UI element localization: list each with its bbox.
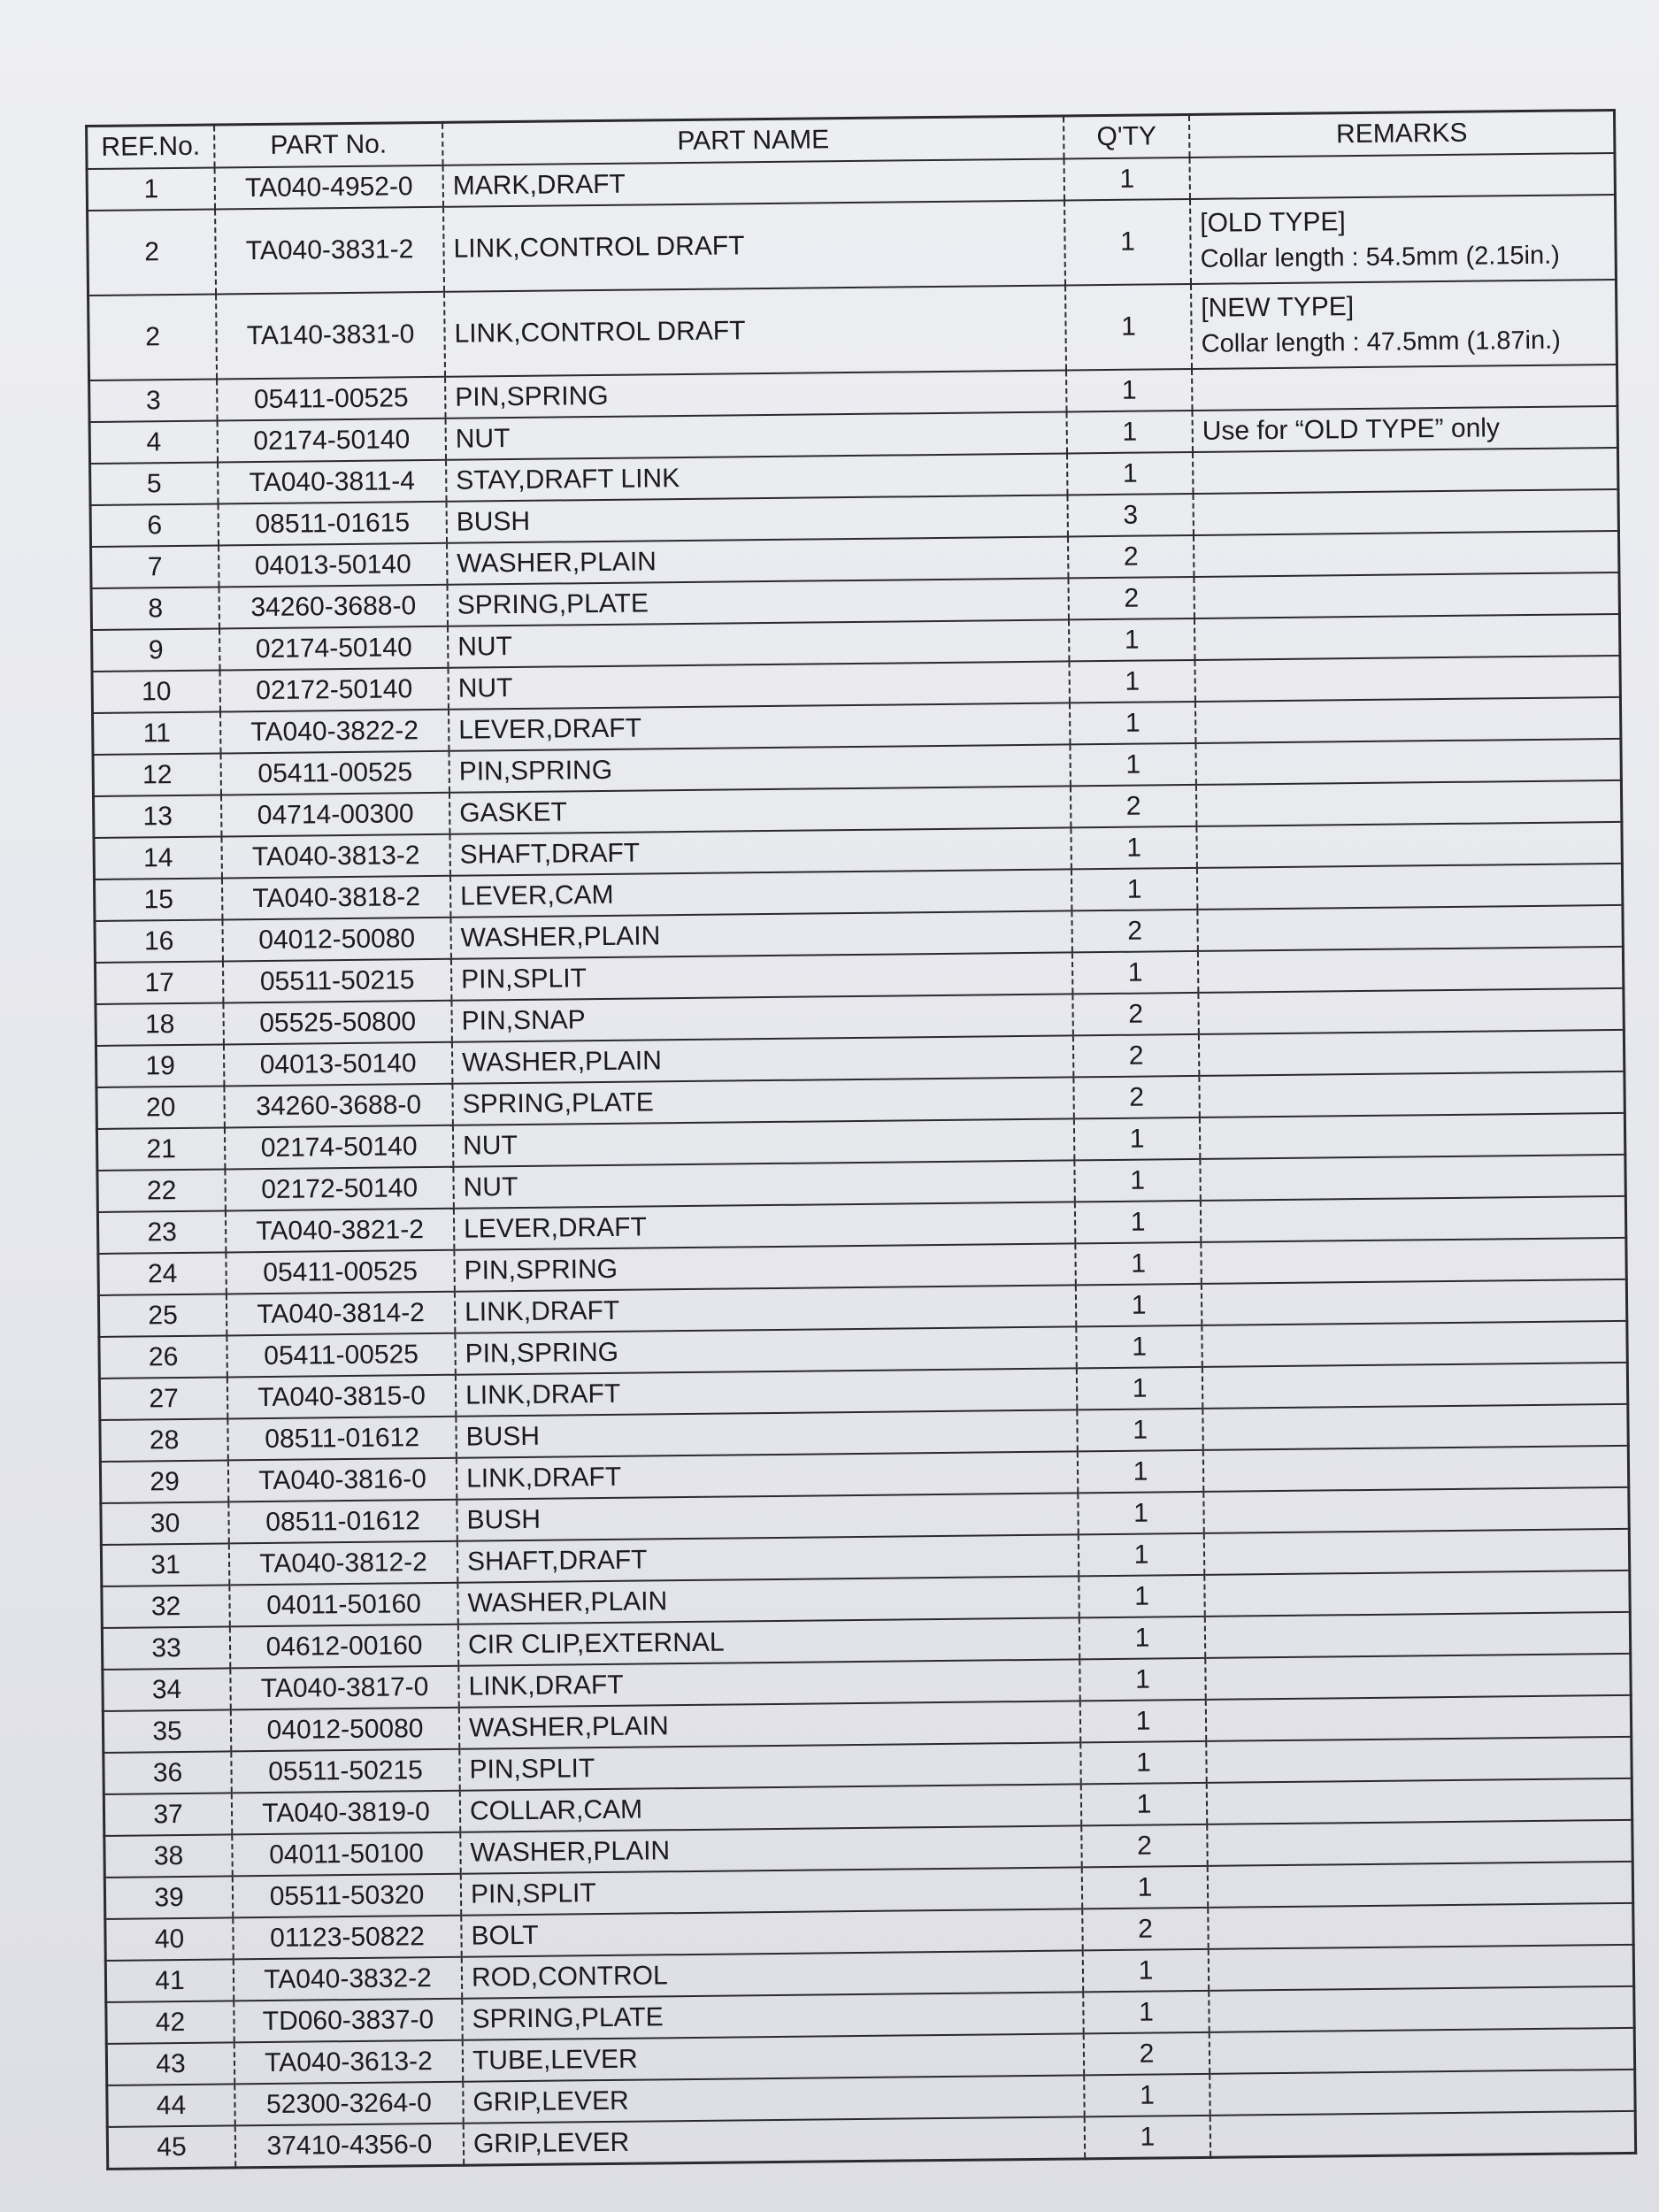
part-name-cell: PIN,SPRING — [455, 1326, 1076, 1374]
ref-no-cell: 23 — [97, 1210, 226, 1254]
part-name-cell: PIN,SPLIT — [451, 952, 1072, 1000]
part-no-cell: 02172-50140 — [220, 668, 449, 712]
part-name-cell: LINK,CONTROL DRAFT — [443, 200, 1065, 291]
part-no-cell: TA040-3811-4 — [218, 460, 446, 504]
part-no-cell: 05411-00525 — [226, 1250, 454, 1294]
part-no-cell: TA040-3821-2 — [226, 1209, 454, 1253]
part-name-cell: CIR CLIP,EXTERNAL — [458, 1617, 1079, 1665]
part-name-cell: PIN,SPLIT — [459, 1742, 1080, 1790]
qty-cell: 1 — [1071, 826, 1196, 869]
remarks-cell — [1202, 1363, 1628, 1409]
header-part-no: PART No. — [214, 122, 442, 167]
ref-no-cell: 24 — [98, 1252, 227, 1295]
qty-cell: 1 — [1079, 1658, 1205, 1701]
table-row — [88, 195, 1617, 296]
ref-no-cell: 37 — [104, 1793, 232, 1836]
part-name-cell: GRIP,LEVER — [464, 2116, 1085, 2165]
qty-cell: 1 — [1070, 702, 1195, 744]
remarks-cell — [1195, 739, 1621, 785]
ref-no-cell: 22 — [97, 1169, 226, 1212]
part-name-cell: LINK,CONTROL DRAFT — [444, 285, 1066, 376]
ref-no-cell: 13 — [93, 795, 221, 838]
remarks-cell — [1206, 1695, 1632, 1741]
part-name-cell: LINK,DRAFT — [455, 1285, 1076, 1333]
ref-no-cell: 43 — [106, 2042, 234, 2085]
part-no-cell: 04012-50080 — [231, 1708, 459, 1752]
part-name-cell: SPRING,PLATE — [448, 578, 1069, 626]
remarks-cell — [1202, 1404, 1628, 1450]
ref-no-cell: 6 — [90, 504, 219, 548]
ref-no-cell: 12 — [93, 753, 221, 796]
remarks-cell — [1194, 531, 1619, 577]
qty-cell: 1 — [1079, 1617, 1205, 1659]
part-no-cell: 04612-00160 — [230, 1624, 458, 1669]
part-no-cell: TA040-3812-2 — [229, 1541, 457, 1586]
remarks-cell — [1193, 448, 1618, 494]
ref-no-cell: 16 — [95, 919, 223, 963]
remarks-cell — [1198, 947, 1624, 993]
part-no-cell: 08511-01615 — [219, 502, 447, 546]
qty-cell: 2 — [1068, 535, 1194, 578]
part-name-cell: GASKET — [449, 786, 1071, 833]
qty-cell: 1 — [1070, 743, 1195, 786]
part-name-cell: BUSH — [447, 495, 1068, 542]
remarks-cell — [1204, 1571, 1630, 1617]
qty-cell: 1 — [1080, 1700, 1206, 1742]
ref-no-cell: 45 — [107, 2125, 235, 2169]
remarks-cell — [1196, 822, 1622, 868]
part-no-cell: 04714-00300 — [221, 793, 449, 837]
remarks-cell — [1210, 2070, 1635, 2116]
part-no-cell: 04012-50080 — [222, 918, 450, 962]
remarks-cell — [1210, 2028, 1635, 2074]
qty-cell: 2 — [1084, 2032, 1210, 2075]
remark-detail-line: Collar length : 47.5mm (1.87in.) — [1201, 326, 1562, 358]
remarks-cell — [1208, 1862, 1633, 1908]
ref-no-cell: 20 — [96, 1086, 225, 1129]
remark-line: [OLD TYPE] — [1200, 207, 1346, 238]
part-name-cell: BOLT — [461, 1909, 1082, 1956]
remarks-cell — [1209, 1945, 1634, 1991]
ref-no-cell: 14 — [94, 836, 222, 879]
part-no-cell: 34260-3688-0 — [224, 1084, 452, 1128]
part-no-cell: TA040-3817-0 — [230, 1666, 458, 1710]
part-name-cell: WASHER,PLAIN — [459, 1701, 1080, 1748]
ref-no-cell: 15 — [94, 878, 222, 921]
ref-no-cell: 3 — [89, 380, 218, 423]
part-no-cell: 02174-50140 — [225, 1125, 453, 1170]
parts-list-sheet — [85, 109, 1637, 2177]
part-no-cell: 05411-00525 — [227, 1333, 455, 1378]
ref-no-cell: 33 — [102, 1626, 230, 1670]
qty-cell: 1 — [1083, 1991, 1209, 2033]
ref-no-cell: 29 — [100, 1460, 228, 1503]
part-name-cell: WASHER,PLAIN — [450, 910, 1071, 958]
header-qty: Q'TY — [1064, 114, 1190, 158]
qty-cell: 1 — [1072, 951, 1198, 994]
part-name-cell: PIN,SPLIT — [461, 1867, 1082, 1915]
parts-table-body — [87, 153, 1636, 2169]
remarks-cell — [1193, 489, 1618, 535]
ref-no-cell: 30 — [101, 1502, 229, 1545]
remarks-cell — [1192, 365, 1617, 411]
ref-no-cell: 38 — [104, 1834, 233, 1878]
ref-no-cell: 11 — [93, 711, 221, 755]
remarks-cell — [1209, 1986, 1634, 2032]
part-no-cell: 04013-50140 — [224, 1042, 452, 1087]
part-name-cell: WASHER,PLAIN — [460, 1825, 1081, 1873]
part-no-cell: 37410-4356-0 — [235, 2124, 464, 2168]
ref-no-cell: 25 — [98, 1294, 227, 1337]
part-no-cell: 08511-01612 — [227, 1417, 456, 1461]
part-name-cell: LEVER,DRAFT — [449, 703, 1070, 750]
part-name-cell: NUT — [448, 661, 1069, 709]
header-remarks: REMARKS — [1189, 110, 1615, 157]
qty-cell: 3 — [1067, 494, 1193, 536]
qty-cell: 1 — [1081, 1783, 1207, 1825]
ref-no-cell: 2 — [88, 210, 216, 296]
ref-no-cell: 9 — [92, 628, 220, 672]
remarks-cell — [1200, 1113, 1625, 1159]
qty-cell: 1 — [1077, 1367, 1202, 1409]
part-name-cell: LINK,DRAFT — [456, 1368, 1077, 1416]
part-name-cell: NUT — [453, 1118, 1074, 1166]
remarks-cell — [1197, 864, 1623, 910]
qty-cell: 1 — [1067, 452, 1193, 495]
part-no-cell: TA040-3822-2 — [220, 710, 449, 754]
qty-cell: 1 — [1078, 1492, 1203, 1534]
part-no-cell: 02174-50140 — [219, 626, 448, 671]
qty-cell: 2 — [1071, 785, 1196, 827]
part-name-cell: PIN,SNAP — [451, 994, 1072, 1041]
qty-cell: 1 — [1064, 157, 1190, 200]
part-no-cell: 04011-50100 — [232, 1832, 460, 1877]
remarks-cell — [1194, 656, 1620, 702]
remarks-cell — [1190, 195, 1616, 284]
qty-cell: 1 — [1085, 2116, 1210, 2159]
remark-line: [NEW TYPE] — [1201, 292, 1355, 323]
part-name-cell: WASHER,PLAIN — [457, 1576, 1079, 1624]
qty-cell: 2 — [1082, 1908, 1208, 1950]
part-no-cell: 05511-50215 — [231, 1749, 459, 1793]
part-no-cell: TA040-3819-0 — [232, 1791, 460, 1835]
remarks-cell — [1192, 406, 1617, 452]
qty-cell: 1 — [1080, 1741, 1206, 1784]
remarks-cell — [1194, 614, 1620, 660]
remarks-cell — [1198, 988, 1624, 1034]
remarks-cell — [1210, 2111, 1636, 2158]
qty-cell: 1 — [1074, 1159, 1200, 1202]
qty-cell: 1 — [1069, 660, 1194, 703]
part-name-cell: STAY,DRAFT LINK — [446, 453, 1067, 501]
remark-line: Use for “OLD TYPE” only — [1202, 412, 1501, 446]
remarks-cell — [1190, 153, 1616, 199]
remarks-cell — [1191, 280, 1617, 369]
remarks-cell — [1200, 1155, 1625, 1201]
part-name-cell: PIN,SPRING — [449, 744, 1070, 792]
header-ref-no: REF.No. — [87, 125, 215, 169]
ref-no-cell: 44 — [107, 2084, 235, 2127]
remark-detail-line: Collar length : 54.5mm (2.15in.) — [1200, 241, 1561, 273]
ref-no-cell: 19 — [96, 1044, 224, 1087]
part-no-cell: TA040-3832-2 — [234, 1957, 462, 2001]
qty-cell: 1 — [1084, 2074, 1210, 2116]
qty-cell: 1 — [1076, 1284, 1202, 1326]
qty-cell: 1 — [1079, 1533, 1204, 1576]
ref-no-cell: 2 — [88, 295, 217, 381]
qty-cell: 1 — [1069, 618, 1194, 661]
part-name-cell: ROD,CONTROL — [462, 1950, 1083, 1998]
part-no-cell: 04013-50140 — [219, 543, 447, 588]
part-no-cell: TA040-3816-0 — [228, 1458, 457, 1502]
qty-cell: 1 — [1064, 199, 1191, 285]
part-no-cell: TD060-3837-0 — [234, 1999, 462, 2043]
ref-no-cell: 35 — [103, 1709, 231, 1753]
remarks-cell — [1205, 1612, 1631, 1658]
part-no-cell: TA040-3815-0 — [227, 1375, 456, 1419]
remarks-cell — [1202, 1321, 1627, 1367]
remarks-cell — [1194, 572, 1619, 618]
part-no-cell: 52300-3264-0 — [234, 2082, 463, 2126]
ref-no-cell: 28 — [100, 1418, 228, 1462]
part-name-cell: SHAFT,DRAFT — [449, 827, 1071, 875]
ref-no-cell: 4 — [89, 421, 218, 465]
part-no-cell: TA040-3813-2 — [221, 834, 449, 879]
part-name-cell: SPRING,PLATE — [452, 1077, 1073, 1125]
part-no-cell: TA040-3613-2 — [234, 2040, 463, 2085]
part-no-cell: TA040-3818-2 — [222, 876, 450, 920]
remarks-cell — [1199, 1071, 1624, 1118]
qty-cell: 1 — [1071, 868, 1197, 910]
part-no-cell: 04011-50160 — [229, 1583, 457, 1627]
ref-no-cell: 26 — [99, 1335, 227, 1379]
ref-no-cell: 5 — [90, 463, 219, 506]
ref-no-cell: 8 — [91, 588, 219, 631]
ref-no-cell: 40 — [105, 1917, 234, 1961]
part-no-cell: 08511-01612 — [228, 1500, 457, 1544]
header-part-name: PART NAME — [442, 116, 1064, 165]
part-name-cell: WASHER,PLAIN — [447, 536, 1068, 584]
remarks-cell — [1197, 905, 1623, 951]
qty-cell: 1 — [1067, 411, 1193, 453]
part-no-cell: 05511-50215 — [223, 959, 451, 1003]
ref-no-cell: 34 — [103, 1668, 231, 1711]
ref-no-cell: 39 — [104, 1876, 233, 1919]
qty-cell: 2 — [1068, 577, 1194, 619]
part-name-cell: NUT — [446, 411, 1067, 459]
remarks-cell — [1206, 1737, 1632, 1783]
part-name-cell: LEVER,CAM — [450, 869, 1071, 917]
part-name-cell: NUT — [448, 619, 1069, 667]
remarks-cell — [1207, 1820, 1632, 1866]
part-name-cell: BUSH — [456, 1409, 1077, 1457]
part-name-cell: BUSH — [457, 1493, 1078, 1540]
qty-cell: 1 — [1079, 1575, 1204, 1617]
part-no-cell: TA040-3814-2 — [227, 1292, 455, 1336]
part-name-cell: WASHER,PLAIN — [452, 1035, 1073, 1083]
ref-no-cell: 17 — [95, 961, 223, 1004]
qty-cell: 1 — [1065, 284, 1192, 370]
remarks-cell — [1205, 1654, 1631, 1700]
part-no-cell: TA040-3831-2 — [215, 207, 444, 295]
remarks-cell — [1201, 1196, 1626, 1242]
part-name-cell: LINK,DRAFT — [457, 1451, 1078, 1499]
remarks-cell — [1203, 1487, 1629, 1533]
qty-cell: 2 — [1081, 1824, 1207, 1867]
remarks-cell — [1199, 1030, 1624, 1076]
remarks-cell — [1204, 1529, 1630, 1575]
part-name-cell: TUBE,LEVER — [463, 2033, 1084, 2081]
ref-no-cell: 10 — [92, 670, 220, 713]
part-no-cell: 01123-50822 — [233, 1916, 461, 1960]
ref-no-cell: 18 — [96, 1002, 224, 1046]
remarks-cell — [1195, 697, 1621, 743]
qty-cell: 1 — [1076, 1325, 1202, 1368]
qty-cell: 1 — [1075, 1242, 1201, 1285]
remarks-cell — [1201, 1238, 1626, 1284]
part-name-cell: COLLAR,CAM — [460, 1784, 1081, 1832]
part-no-cell: 34260-3688-0 — [219, 585, 448, 629]
ref-no-cell: 1 — [87, 168, 215, 211]
part-no-cell: TA040-4952-0 — [215, 165, 443, 210]
qty-cell: 1 — [1066, 369, 1192, 411]
qty-cell: 2 — [1073, 1034, 1199, 1077]
part-no-cell: TA140-3831-0 — [216, 292, 445, 380]
part-name-cell: SPRING,PLATE — [462, 1992, 1083, 2039]
remarks-cell — [1203, 1446, 1629, 1492]
remarks-cell — [1208, 1903, 1633, 1949]
qty-cell: 1 — [1082, 1866, 1208, 1909]
qty-cell: 1 — [1083, 1949, 1209, 1992]
part-name-cell: LINK,DRAFT — [458, 1659, 1079, 1707]
part-name-cell: NUT — [453, 1160, 1074, 1208]
part-no-cell: 05411-00525 — [220, 751, 449, 795]
part-name-cell: SHAFT,DRAFT — [457, 1534, 1079, 1582]
qty-cell: 2 — [1071, 910, 1197, 952]
part-name-cell: GRIP,LEVER — [463, 2075, 1084, 2123]
part-name-cell: LEVER,DRAFT — [454, 1202, 1075, 1249]
ref-no-cell: 36 — [104, 1751, 232, 1794]
part-no-cell: 05525-50800 — [223, 1001, 451, 1045]
ref-no-cell: 27 — [99, 1377, 227, 1420]
remarks-cell — [1207, 1778, 1632, 1824]
remarks-cell — [1196, 780, 1622, 826]
ref-no-cell: 42 — [106, 2001, 234, 2044]
ref-no-cell: 21 — [96, 1127, 225, 1171]
ref-no-cell: 31 — [101, 1543, 229, 1586]
ref-no-cell: 32 — [102, 1585, 230, 1628]
qty-cell: 2 — [1073, 1076, 1199, 1118]
ref-no-cell: 41 — [105, 1959, 234, 2002]
part-name-cell: PIN,SPRING — [454, 1243, 1075, 1291]
part-no-cell: 05411-00525 — [217, 377, 445, 421]
part-name-cell: PIN,SPRING — [445, 370, 1066, 418]
remarks-cell — [1202, 1279, 1627, 1325]
table-row — [88, 280, 1617, 380]
part-no-cell: 02172-50140 — [225, 1167, 453, 1211]
qty-cell: 2 — [1072, 993, 1198, 1035]
part-no-cell: 02174-50140 — [218, 419, 446, 463]
qty-cell: 1 — [1078, 1450, 1203, 1493]
part-no-cell: 05511-50320 — [233, 1874, 461, 1918]
qty-cell: 1 — [1077, 1409, 1202, 1451]
ref-no-cell: 7 — [91, 546, 219, 589]
part-name-cell: MARK,DRAFT — [443, 158, 1064, 206]
qty-cell: 1 — [1074, 1118, 1200, 1160]
qty-cell: 1 — [1075, 1201, 1201, 1243]
parts-table — [85, 109, 1637, 2170]
